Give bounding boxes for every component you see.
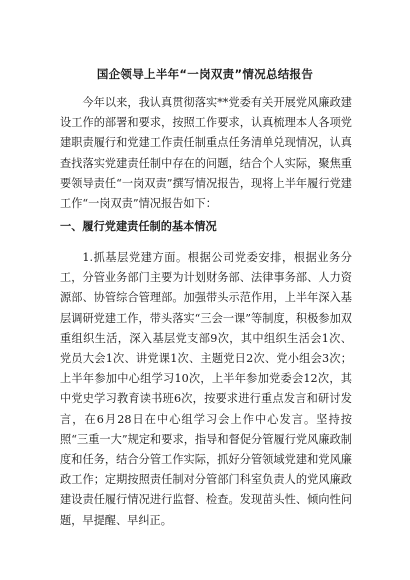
section-paragraph: 1.抓基层党建方面。根据公司党委安排，根据业务分工，分管业务部门主要为计划财务部、法律事务部、人力资源部、协管综合管理部。加强带头示范作用，上半年深入基层调研党建工作，带头落实“三会一课”等制度，积极参加双重组织生活，深入基层党支部9次，其中组织生活会1次、党员大会1次、讲党课1次、主题党日2次、党小组会3次；上半年参加中心组学习10次，上半年参加党委会12次，其中党史学习教育读书班6次，按要求进行重点发言和研讨发言，在6月28日在中心组学习会上作中心发言。坚持按照“三重一大”规定和要求，指导和督促分管履行党风廉政制度和任务，结合分管工作实际，抓好分管领域党建和党风廉政工作；定期按照责任制对分管部门科室负责人的党风廉政建设责任履行情况进行监督、检查。发现苗头性、倾向性问题，早提醒、早纠正。	[60, 251, 352, 527]
intro-paragraph: 今年以来，我认真贯彻落实**党委有关开展党风廉政建设工作的部署和要求，按照工作要求，认真梳理本人各项党建职责履行和党建工作责任制重点任务清单兑现情况，认真查找落实党建责任制中存在的问题，结合个人实际，聚焦重要领导责任“一岗双责”撰写情况报告，现将上半年履行党建工作“一岗双责”情况报告如下：	[60, 96, 352, 211]
document-title: 国企领导上半年“一岗双责”情况总结报告	[96, 67, 314, 81]
section-heading: 一、履行党建责任制的基本情况	[60, 220, 217, 233]
